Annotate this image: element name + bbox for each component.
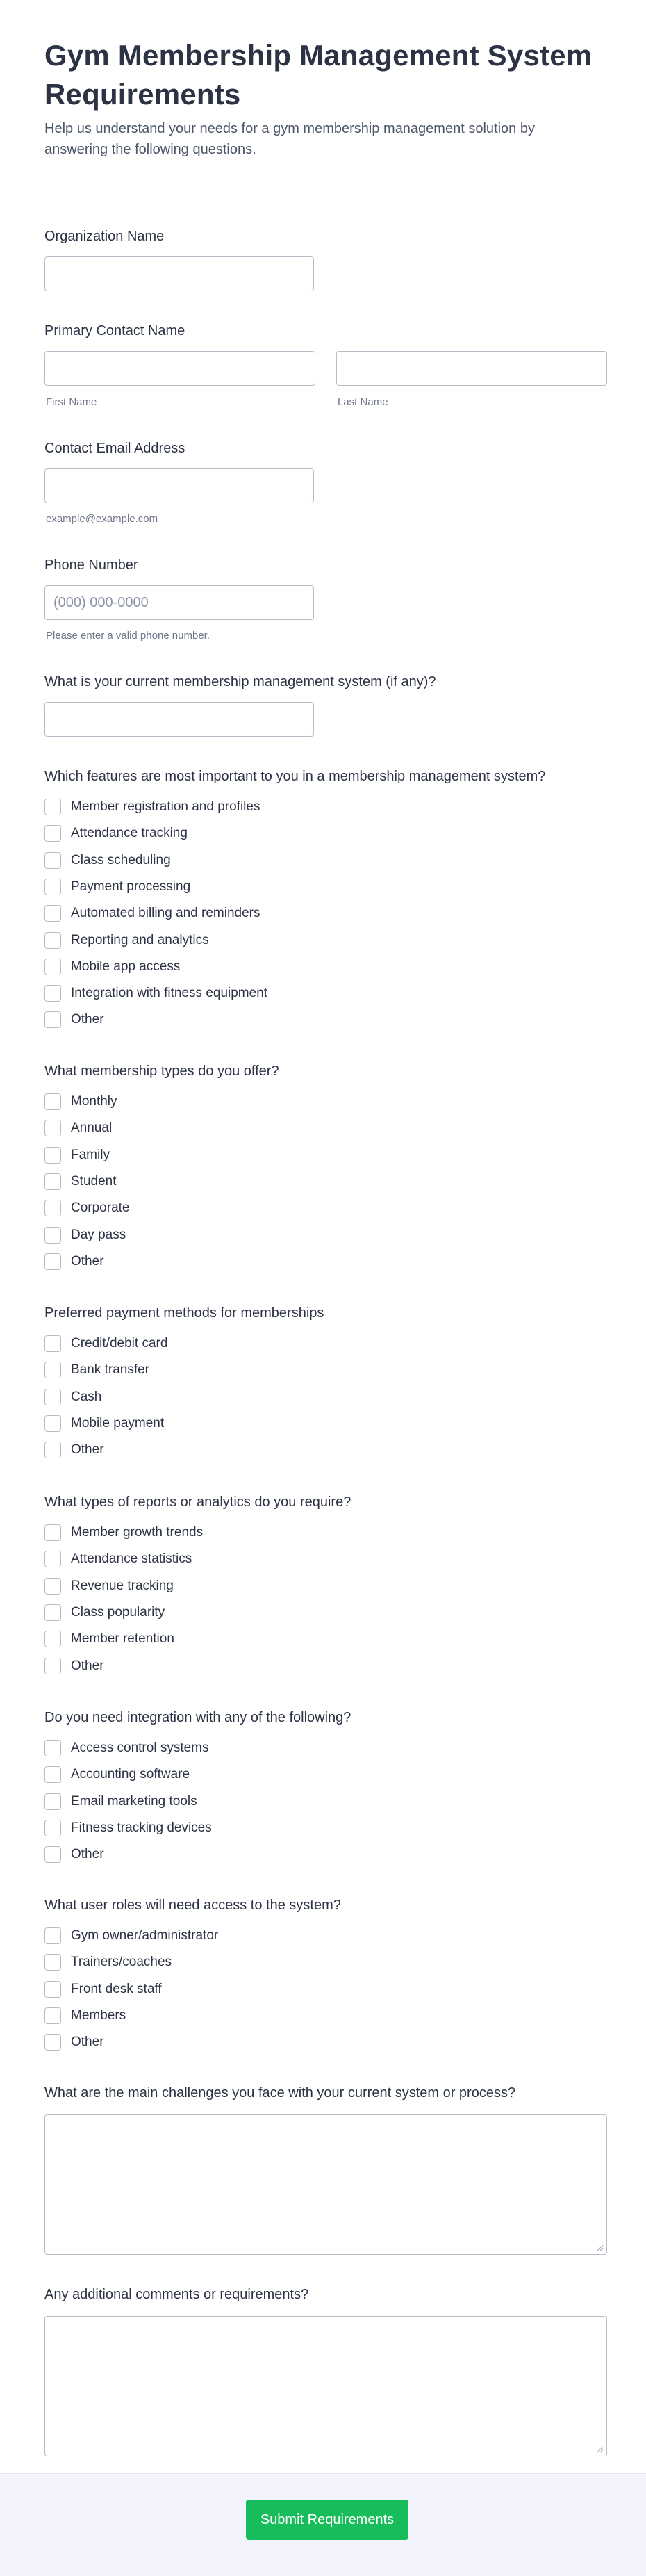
checkbox-label: Trainers/coaches xyxy=(71,1955,172,1970)
phone-sublabel: Please enter a valid phone number. xyxy=(46,630,210,642)
checkbox[interactable] xyxy=(44,2034,61,2051)
checkbox-option[interactable] xyxy=(44,1765,190,1784)
contact-label: Primary Contact Name xyxy=(44,323,185,339)
checkbox-label: Family xyxy=(71,1147,110,1162)
checkbox-option[interactable] xyxy=(44,824,188,843)
checkbox[interactable] xyxy=(44,1362,61,1378)
checkbox-label: Front desk staff xyxy=(71,1981,162,1996)
types-label: What membership types do you offer? xyxy=(44,1063,279,1079)
phone-input[interactable] xyxy=(45,586,313,619)
last-name-wrap xyxy=(336,351,607,386)
checkbox-option[interactable] xyxy=(44,1792,197,1811)
checkbox-label: Attendance statistics xyxy=(71,1551,192,1567)
checkbox-label: Monthly xyxy=(71,1094,117,1109)
checkbox-label: Corporate xyxy=(71,1200,130,1216)
checkbox-option[interactable] xyxy=(44,957,180,977)
checkbox[interactable] xyxy=(44,879,61,895)
checkbox[interactable] xyxy=(44,1415,61,1432)
checkbox[interactable] xyxy=(44,1253,61,1270)
checkbox[interactable] xyxy=(44,1147,61,1164)
checkbox[interactable] xyxy=(44,1631,61,1647)
checkbox-label: Reporting and analytics xyxy=(71,932,209,947)
checkbox-option[interactable] xyxy=(44,2032,104,2052)
checkbox-label: Payment processing xyxy=(71,879,191,894)
checkbox[interactable] xyxy=(44,1442,61,1458)
checkbox-label: Credit/debit card xyxy=(71,1336,168,1351)
checkbox[interactable] xyxy=(44,1658,61,1674)
org-label: Organization Name xyxy=(44,229,165,244)
email-sublabel: example@example.com xyxy=(46,513,158,525)
checkbox[interactable] xyxy=(44,2007,61,2024)
resize-handle-icon[interactable] xyxy=(595,2243,604,2251)
checkbox-label: Member retention xyxy=(71,1631,174,1647)
checkbox-label: Member growth trends xyxy=(71,1525,204,1540)
checkbox[interactable] xyxy=(44,1093,61,1110)
page-subtitle: Help us understand your needs for a gym membership management solution by answering the following questions. xyxy=(44,121,535,157)
checkbox-label: Fitness tracking devices xyxy=(71,1820,212,1835)
org-input-wrap xyxy=(44,256,314,291)
checkbox-option[interactable] xyxy=(44,797,260,817)
last-name-sublabel: Last Name xyxy=(338,396,388,408)
checkbox[interactable] xyxy=(44,1227,61,1244)
checkbox-option[interactable] xyxy=(44,1092,117,1111)
checkbox-option[interactable] xyxy=(44,1523,203,1542)
checkbox[interactable] xyxy=(44,1740,61,1756)
checkbox-option[interactable] xyxy=(44,1576,174,1596)
resize-handle-icon[interactable] xyxy=(595,2445,604,2453)
checkbox-option[interactable] xyxy=(44,1926,218,1946)
checkbox-option[interactable] xyxy=(44,1118,112,1138)
checkbox-option[interactable] xyxy=(44,1629,174,1649)
checkbox-option[interactable] xyxy=(44,1360,149,1380)
checkbox[interactable] xyxy=(44,1793,61,1810)
checkbox-option[interactable] xyxy=(44,1845,104,1864)
checkbox-label: Class scheduling xyxy=(71,852,171,867)
checkbox-option[interactable] xyxy=(44,1738,209,1758)
checkbox-label: Bank transfer xyxy=(71,1362,149,1378)
checkbox-option[interactable] xyxy=(44,1172,117,1191)
checkbox-label: Day pass xyxy=(71,1227,126,1242)
checkbox-option[interactable] xyxy=(44,1010,104,1029)
checkbox[interactable] xyxy=(44,1011,61,1028)
checkbox-option[interactable] xyxy=(44,1603,165,1622)
org-input[interactable] xyxy=(45,257,313,291)
first-name-wrap xyxy=(44,351,315,386)
checkbox-option[interactable] xyxy=(44,1225,126,1245)
integration-label: Do you need integration with any of the following? xyxy=(44,1710,351,1725)
checkbox[interactable] xyxy=(44,985,61,1002)
checkbox-label: Cash xyxy=(71,1389,102,1404)
checkbox-option[interactable] xyxy=(44,1549,192,1569)
current-system-input[interactable] xyxy=(45,703,313,736)
checkbox-option[interactable] xyxy=(44,984,267,1003)
checkbox[interactable] xyxy=(44,1927,61,1944)
checkbox[interactable] xyxy=(44,1200,61,1216)
current-system-wrap xyxy=(44,702,314,737)
page-title: Gym Membership Management System Requirements xyxy=(44,39,593,111)
roles-label: What user roles will need access to the system? xyxy=(44,1898,341,1913)
checkbox[interactable] xyxy=(44,1120,61,1136)
checkbox-label: Automated billing and reminders xyxy=(71,906,260,921)
checkbox-option[interactable] xyxy=(44,1198,130,1218)
checkbox[interactable] xyxy=(44,932,61,949)
checkbox[interactable] xyxy=(44,1389,61,1405)
phone-label: Phone Number xyxy=(44,557,138,573)
checkbox[interactable] xyxy=(44,1604,61,1621)
checkbox-label: Mobile payment xyxy=(71,1415,165,1430)
checkbox-option[interactable] xyxy=(44,1656,104,1676)
last-name-input[interactable] xyxy=(337,352,606,385)
submit-button[interactable]: Submit Requirements xyxy=(246,2500,408,2540)
checkbox[interactable] xyxy=(44,959,61,975)
checkbox[interactable] xyxy=(44,1335,61,1352)
checkbox-label: Email marketing tools xyxy=(71,1793,197,1809)
checkbox[interactable] xyxy=(44,1173,61,1190)
checkbox-label: Other xyxy=(71,1253,104,1269)
checkbox[interactable] xyxy=(44,825,61,842)
checkbox-label: Other xyxy=(71,1658,104,1673)
checkbox[interactable] xyxy=(44,852,61,869)
payment-label: Preferred payment methods for memberships xyxy=(44,1305,324,1321)
checkbox[interactable] xyxy=(44,1578,61,1595)
checkbox-label: Other xyxy=(71,1442,104,1458)
checkbox-label: Annual xyxy=(71,1120,113,1136)
checkbox[interactable] xyxy=(44,799,61,815)
reports-label: What types of reports or analytics do you require? xyxy=(44,1494,351,1510)
current-system-label: What is your current membership management system (if any)? xyxy=(44,674,436,690)
checkbox[interactable] xyxy=(44,905,61,922)
checkbox[interactable] xyxy=(44,1981,61,1998)
checkbox[interactable] xyxy=(44,1846,61,1863)
checkbox-label: Class popularity xyxy=(71,1604,165,1620)
checkbox-label: Mobile app access xyxy=(71,959,181,974)
email-label: Contact Email Address xyxy=(44,441,185,456)
form-footer xyxy=(0,2473,646,2576)
form-header xyxy=(0,0,646,193)
checkbox-label: Revenue tracking xyxy=(71,1578,174,1593)
checkbox[interactable] xyxy=(44,1820,61,1836)
features-label: Which features are most important to you in a membership management system? xyxy=(44,769,546,784)
checkbox-label: Other xyxy=(71,1847,104,1862)
checkbox-label: Other xyxy=(71,2035,104,2050)
checkbox[interactable] xyxy=(44,1524,61,1541)
checkbox-option[interactable] xyxy=(44,2006,126,2025)
phone-wrap xyxy=(44,585,314,620)
checkbox-label: Other xyxy=(71,1012,104,1027)
checkbox-label: Student xyxy=(71,1173,117,1189)
checkbox-option[interactable] xyxy=(44,1953,172,1972)
comments-textarea[interactable] xyxy=(44,2316,607,2456)
checkbox-label: Members xyxy=(71,2007,126,2023)
checkbox-option[interactable] xyxy=(44,1146,110,1165)
challenges-label: What are the main challenges you face with your current system or process? xyxy=(44,2085,516,2101)
email-input[interactable] xyxy=(45,469,313,503)
checkbox-option[interactable] xyxy=(44,1818,212,1838)
email-wrap xyxy=(44,468,314,503)
checkbox[interactable] xyxy=(44,1954,61,1971)
checkbox-option[interactable] xyxy=(44,851,171,870)
checkbox-option[interactable] xyxy=(44,931,209,950)
checkbox-option[interactable] xyxy=(44,1334,167,1353)
checkbox-label: Accounting software xyxy=(71,1767,190,1782)
checkbox-option[interactable] xyxy=(44,1440,104,1460)
checkbox-label: Member registration and profiles xyxy=(71,799,260,814)
checkbox-label: Gym owner/administrator xyxy=(71,1928,219,1943)
comments-label: Any additional comments or requirements? xyxy=(44,2287,309,2302)
challenges-textarea[interactable] xyxy=(44,2114,607,2255)
checkbox-option[interactable] xyxy=(44,877,190,897)
checkbox-label: Attendance tracking xyxy=(71,826,188,841)
checkbox-option[interactable] xyxy=(44,904,260,923)
checkbox[interactable] xyxy=(44,1551,61,1567)
first-name-sublabel: First Name xyxy=(46,396,97,408)
checkbox-option[interactable] xyxy=(44,1980,162,1999)
checkbox-label: Access control systems xyxy=(71,1741,209,1755)
checkbox-option[interactable] xyxy=(44,1387,101,1407)
checkbox-option[interactable] xyxy=(44,1414,164,1433)
checkbox[interactable] xyxy=(44,1766,61,1783)
checkbox-label: Integration with fitness equipment xyxy=(71,986,268,1001)
first-name-input[interactable] xyxy=(45,352,315,385)
checkbox-option[interactable] xyxy=(44,1252,104,1271)
